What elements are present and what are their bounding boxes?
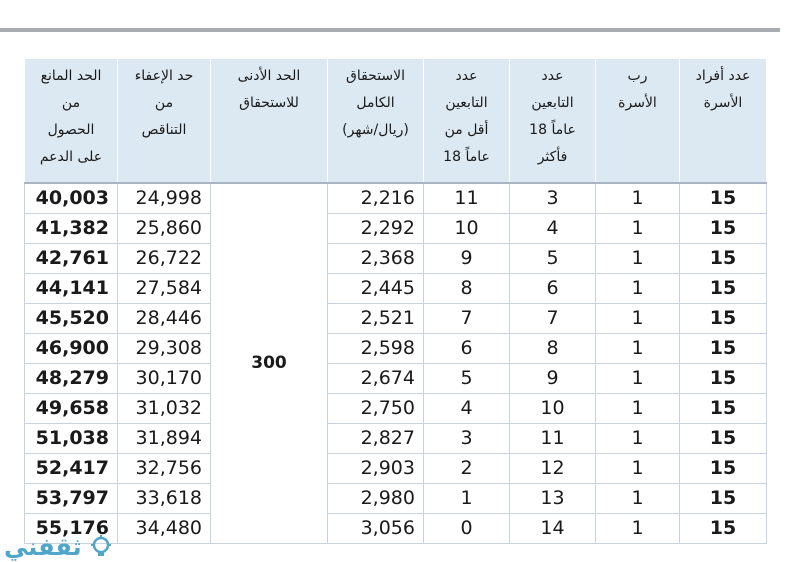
- table-row: [25, 514, 767, 544]
- cell-dependents-18-plus: 4: [510, 214, 596, 244]
- cell-family-head: 1: [596, 274, 680, 304]
- cell-full-eligibility: 2,903: [328, 454, 424, 484]
- cell-family-head: 1: [596, 214, 680, 244]
- cell-exemption-limit: 26,722: [118, 244, 211, 274]
- cell-full-eligibility: 2,674: [328, 364, 424, 394]
- cell-max-limit: 55,176: [25, 514, 118, 544]
- table-body: [25, 183, 767, 544]
- cell-family-members: 15: [680, 214, 767, 244]
- table-row: [25, 214, 767, 244]
- cell-exemption-limit: 34,480: [118, 514, 211, 544]
- cell-dependents-18-plus: 14: [510, 514, 596, 544]
- cell-max-limit: 53,797: [25, 484, 118, 514]
- cell-dependents-18-plus: 3: [510, 183, 596, 214]
- table-row: [25, 274, 767, 304]
- cell-family-members: 15: [680, 484, 767, 514]
- cell-dependents-under-18: 1: [424, 484, 510, 514]
- cell-dependents-under-18: 7: [424, 304, 510, 334]
- cell-family-head: 1: [596, 334, 680, 364]
- cell-family-head: 1: [596, 424, 680, 454]
- cell-dependents-18-plus: 6: [510, 274, 596, 304]
- table-header-row: [25, 59, 767, 184]
- cell-max-limit: 44,141: [25, 274, 118, 304]
- table-row: [25, 334, 767, 364]
- cell-family-members: 15: [680, 394, 767, 424]
- cell-exemption-limit: 27,584: [118, 274, 211, 304]
- cell-family-head: 1: [596, 394, 680, 424]
- header-exemption-limit: حد الإعفاء من التناقص: [118, 59, 211, 184]
- table-row: [25, 424, 767, 454]
- cell-dependents-18-plus: 9: [510, 364, 596, 394]
- cell-dependents-under-18: 8: [424, 274, 510, 304]
- cell-dependents-under-18: 0: [424, 514, 510, 544]
- cell-dependents-under-18: 2: [424, 454, 510, 484]
- cell-dependents-under-18: 5: [424, 364, 510, 394]
- header-full-eligibility: الاستحقاق الكامل (ريال/شهر): [328, 59, 424, 184]
- cell-dependents-under-18: 11: [424, 183, 510, 214]
- cell-exemption-limit: 25,860: [118, 214, 211, 244]
- cell-full-eligibility: 3,056: [328, 514, 424, 544]
- cell-exemption-limit: 30,170: [118, 364, 211, 394]
- cell-full-eligibility: 2,368: [328, 244, 424, 274]
- cell-max-limit: 41,382: [25, 214, 118, 244]
- logo-text: ثقفني: [4, 533, 82, 561]
- cell-family-members: 15: [680, 244, 767, 274]
- top-divider: [0, 28, 780, 32]
- cell-full-eligibility: 2,292: [328, 214, 424, 244]
- lightbulb-icon: [88, 534, 114, 560]
- cell-family-members: 15: [680, 424, 767, 454]
- table-row: [25, 364, 767, 394]
- cell-exemption-limit: 33,618: [118, 484, 211, 514]
- cell-family-members: 15: [680, 514, 767, 544]
- cell-max-limit: 52,417: [25, 454, 118, 484]
- table-row: [25, 244, 767, 274]
- cell-max-limit: 51,038: [25, 424, 118, 454]
- cell-dependents-18-plus: 11: [510, 424, 596, 454]
- cell-dependents-18-plus: 8: [510, 334, 596, 364]
- cell-max-limit: 46,900: [25, 334, 118, 364]
- cell-dependents-18-plus: 12: [510, 454, 596, 484]
- cell-full-eligibility: 2,521: [328, 304, 424, 334]
- table-row: [25, 304, 767, 334]
- cell-family-head: 1: [596, 244, 680, 274]
- table-row: [25, 454, 767, 484]
- header-min-eligibility: الحد الأدنى للاستحقاق: [211, 59, 328, 184]
- cell-dependents-under-18: 6: [424, 334, 510, 364]
- cell-max-limit: 45,520: [25, 304, 118, 334]
- cell-family-members: 15: [680, 183, 767, 214]
- subsidy-table: [24, 58, 767, 544]
- cell-max-limit: 42,761: [25, 244, 118, 274]
- cell-family-members: 15: [680, 364, 767, 394]
- cell-family-members: 15: [680, 304, 767, 334]
- cell-full-eligibility: 2,750: [328, 394, 424, 424]
- cell-full-eligibility: 2,980: [328, 484, 424, 514]
- header-family-head: رب الأسرة: [596, 59, 680, 184]
- cell-min-eligibility: 300: [211, 183, 328, 544]
- header-family-members: عدد أفراد الأسرة: [680, 59, 767, 184]
- cell-max-limit: 40,003: [25, 183, 118, 214]
- cell-dependents-18-plus: 10: [510, 394, 596, 424]
- cell-family-head: 1: [596, 454, 680, 484]
- cell-full-eligibility: 2,445: [328, 274, 424, 304]
- subsidy-table-container: [24, 58, 767, 544]
- cell-dependents-18-plus: 7: [510, 304, 596, 334]
- cell-family-members: 15: [680, 334, 767, 364]
- cell-family-head: 1: [596, 364, 680, 394]
- cell-dependents-under-18: 9: [424, 244, 510, 274]
- cell-max-limit: 49,658: [25, 394, 118, 424]
- cell-family-head: 1: [596, 514, 680, 544]
- cell-dependents-under-18: 10: [424, 214, 510, 244]
- cell-exemption-limit: 31,894: [118, 424, 211, 454]
- cell-full-eligibility: 2,598: [328, 334, 424, 364]
- cell-exemption-limit: 29,308: [118, 334, 211, 364]
- cell-family-members: 15: [680, 454, 767, 484]
- cell-family-head: 1: [596, 484, 680, 514]
- cell-family-members: 15: [680, 274, 767, 304]
- cell-exemption-limit: 28,446: [118, 304, 211, 334]
- header-max-limit: الحد المانع من الحصول على الدعم: [25, 59, 118, 184]
- cell-family-head: 1: [596, 183, 680, 214]
- cell-dependents-under-18: 3: [424, 424, 510, 454]
- cell-full-eligibility: 2,827: [328, 424, 424, 454]
- cell-exemption-limit: 31,032: [118, 394, 211, 424]
- cell-dependents-18-plus: 5: [510, 244, 596, 274]
- cell-family-head: 1: [596, 304, 680, 334]
- header-dependents-under-18: عدد التابعين أقل من 18 عاماً: [424, 59, 510, 184]
- site-logo: [4, 532, 114, 562]
- header-dependents-18-plus: عدد التابعين 18 عاماً فأكثر: [510, 59, 596, 184]
- table-row: [25, 484, 767, 514]
- cell-dependents-18-plus: 13: [510, 484, 596, 514]
- cell-exemption-limit: 24,998: [118, 183, 211, 214]
- cell-dependents-under-18: 4: [424, 394, 510, 424]
- cell-exemption-limit: 32,756: [118, 454, 211, 484]
- table-row: [25, 183, 767, 214]
- cell-max-limit: 48,279: [25, 364, 118, 394]
- cell-full-eligibility: 2,216: [328, 183, 424, 214]
- table-row: [25, 394, 767, 424]
